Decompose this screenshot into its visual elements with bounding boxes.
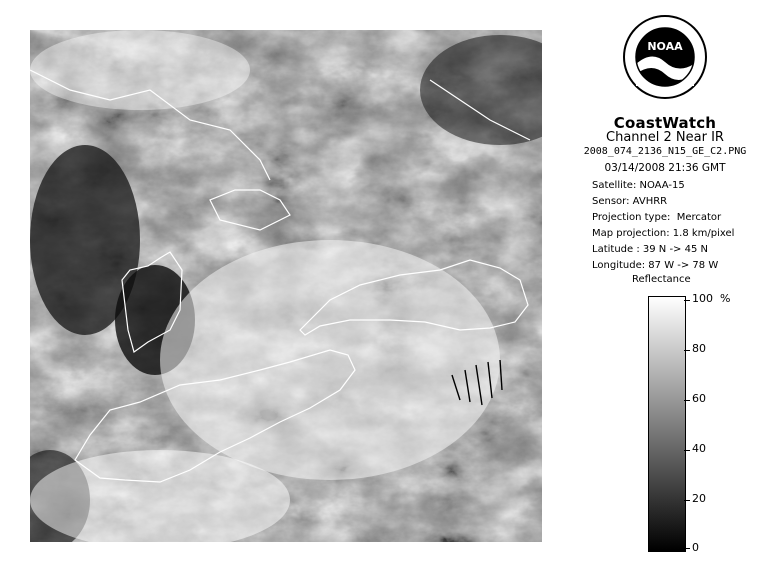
colorbar-tick: [684, 350, 690, 351]
metadata-list: [592, 178, 770, 274]
bright-cloud-mass: [160, 240, 500, 480]
colorbar: [648, 296, 686, 552]
channel-label: Channel 2 Near IR: [606, 130, 724, 145]
brand-title: CoastWatch: [613, 114, 717, 132]
meta-projection: Projection type: Mercator: [592, 212, 722, 223]
colorbar-tick-label: 100: [692, 292, 713, 305]
colorbar-tick-label: 20: [692, 492, 706, 505]
satellite-image-svg: [30, 30, 542, 542]
colorbar-tick: [684, 300, 690, 301]
colorbar-unit: %: [720, 292, 731, 305]
noaa-logo-text: NOAA: [647, 40, 683, 53]
meta-longitude: Longitude: 87 W -> 78 W: [592, 260, 719, 271]
meta-satellite: Satellite: NOAA-15: [592, 180, 685, 191]
colorbar-tick: [684, 548, 690, 549]
colorbar-tick-label: 40: [692, 442, 706, 455]
filename: 2008_074_2136_N15_GE_C2.PNG: [583, 146, 747, 157]
meta-latitude: Latitude : 39 N -> 45 N: [592, 244, 708, 255]
noaa-logo: [622, 14, 708, 100]
meta-map-projection: Map projection: 1.8 km/pixel: [592, 228, 735, 239]
colorbar-tick-label: 60: [692, 392, 706, 405]
colorbar-tick: [684, 450, 690, 451]
colorbar-tick: [684, 400, 690, 401]
colorbar-tick: [684, 500, 690, 501]
colorbar-tick-label: 80: [692, 342, 706, 355]
colorbar-title: Reflectance: [632, 274, 691, 285]
satellite-image: [30, 30, 542, 542]
noaa-logo-svg: [622, 14, 708, 100]
colorbar-tick-label: 0: [692, 541, 699, 554]
bright-cloud-north: [30, 30, 250, 110]
meta-sensor: Sensor: AVHRR: [592, 196, 668, 207]
datetime: 03/14/2008 21:36 GMT: [604, 162, 726, 174]
